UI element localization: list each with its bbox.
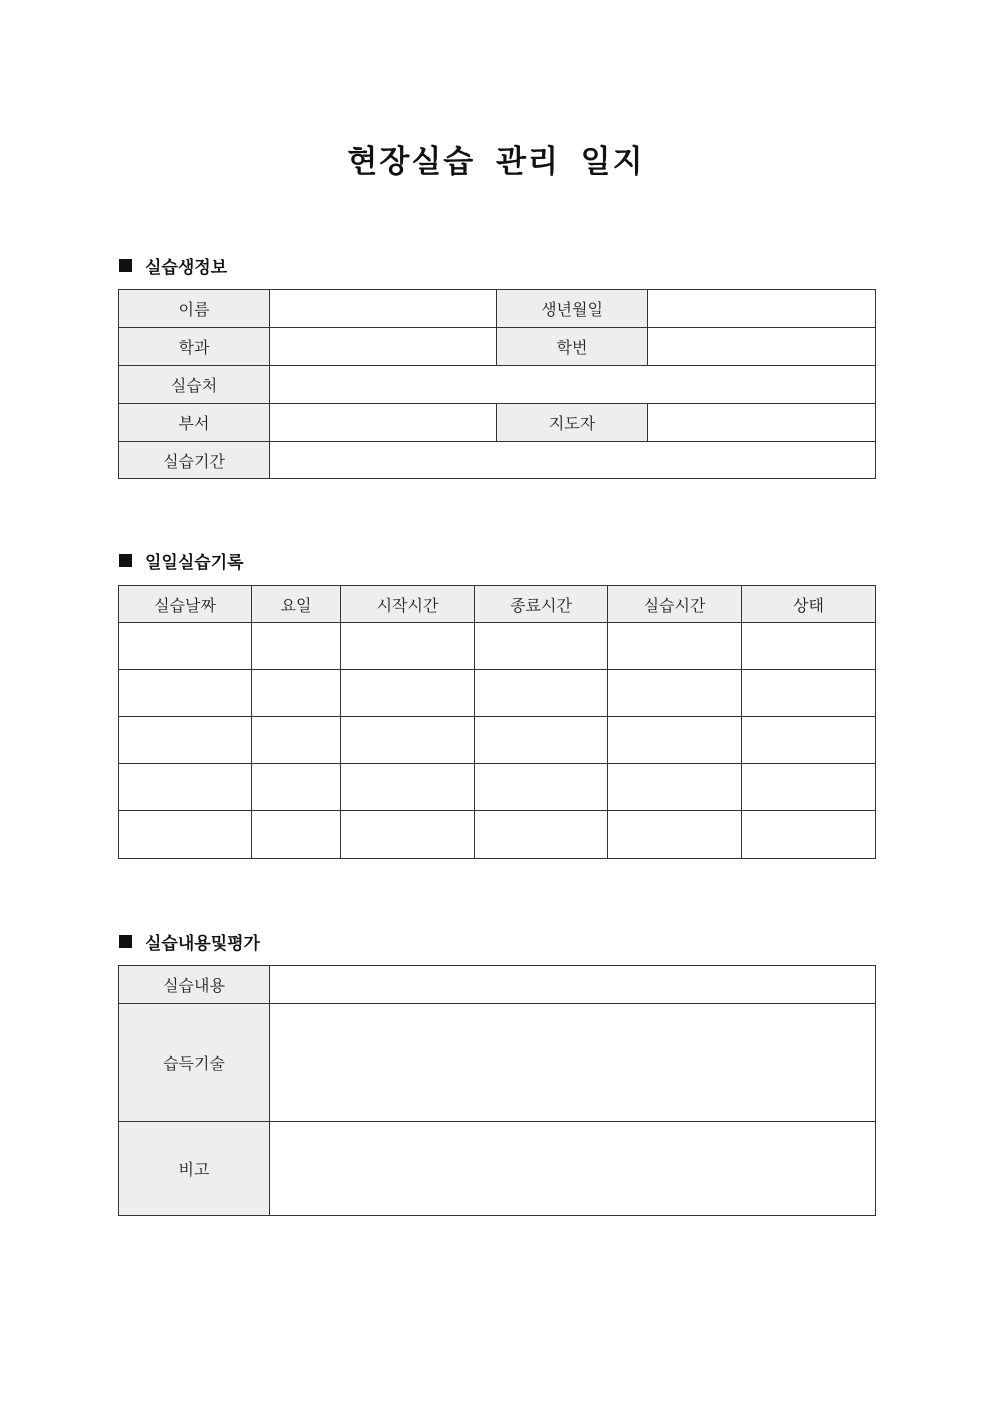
table-row — [119, 670, 876, 717]
table-row — [119, 717, 876, 764]
label-dept: 학과 — [119, 328, 270, 366]
column-header: 실습날짜 — [119, 586, 252, 623]
column-header: 종료시간 — [475, 586, 608, 623]
column-header: 상태 — [742, 586, 876, 623]
table-cell[interactable] — [119, 811, 252, 859]
supervisor-field[interactable] — [648, 404, 876, 442]
table-cell[interactable] — [341, 623, 475, 670]
table-row — [119, 764, 876, 811]
table-cell[interactable] — [742, 764, 876, 811]
label-content: 실습내용 — [119, 966, 270, 1004]
remarks-field[interactable] — [270, 1122, 876, 1216]
table-cell[interactable] — [341, 811, 475, 859]
label-birth: 생년월일 — [497, 290, 648, 328]
table-cell[interactable] — [608, 670, 742, 717]
table-cell[interactable] — [475, 811, 608, 859]
table-cell[interactable] — [341, 670, 475, 717]
table-cell[interactable] — [252, 811, 341, 859]
table-cell[interactable] — [119, 670, 252, 717]
table-cell[interactable] — [475, 670, 608, 717]
square-bullet-icon — [119, 935, 132, 948]
column-header: 요일 — [252, 586, 341, 623]
section-heading-daily-record — [119, 548, 244, 572]
birth-field[interactable] — [648, 290, 876, 328]
table-cell[interactable] — [341, 764, 475, 811]
label-site: 실습처 — [119, 366, 270, 404]
table-cell[interactable] — [608, 717, 742, 764]
column-header: 실습시간 — [608, 586, 742, 623]
page-title: 현장실습 관리 일지 — [347, 144, 645, 180]
table-cell[interactable] — [608, 623, 742, 670]
section-heading-content-eval — [119, 929, 260, 953]
table-cell[interactable] — [742, 670, 876, 717]
table-cell[interactable] — [252, 623, 341, 670]
table-cell[interactable] — [341, 717, 475, 764]
square-bullet-icon — [119, 554, 132, 567]
table-cell[interactable] — [608, 764, 742, 811]
content-eval-table — [118, 965, 876, 1216]
label-period: 실습기간 — [119, 442, 270, 479]
table-cell[interactable] — [475, 623, 608, 670]
label-student-id: 학번 — [497, 328, 648, 366]
name-field[interactable] — [270, 290, 497, 328]
table-cell[interactable] — [119, 717, 252, 764]
column-header: 시작시간 — [341, 586, 475, 623]
table-cell[interactable] — [608, 811, 742, 859]
square-bullet-icon — [119, 259, 132, 272]
period-field[interactable] — [270, 442, 876, 479]
table-cell[interactable] — [742, 623, 876, 670]
label-name: 이름 — [119, 290, 270, 328]
table-cell[interactable] — [742, 811, 876, 859]
table-row — [119, 623, 876, 670]
table-cell[interactable] — [252, 717, 341, 764]
label-remarks: 비고 — [119, 1122, 270, 1216]
table-row — [119, 811, 876, 859]
section-heading-label: 실습생정보 — [145, 257, 228, 278]
site-field[interactable] — [270, 366, 876, 404]
table-cell[interactable] — [742, 717, 876, 764]
table-cell[interactable] — [252, 764, 341, 811]
dept-field[interactable] — [270, 328, 497, 366]
skills-field[interactable] — [270, 1004, 876, 1122]
table-cell[interactable] — [475, 764, 608, 811]
label-division: 부서 — [119, 404, 270, 442]
daily-record-table — [118, 585, 876, 859]
content-field[interactable] — [270, 966, 876, 1004]
table-cell[interactable] — [119, 623, 252, 670]
table-cell[interactable] — [119, 764, 252, 811]
table-cell[interactable] — [252, 670, 341, 717]
table-cell[interactable] — [475, 717, 608, 764]
section-heading-label: 실습내용및평가 — [145, 933, 260, 954]
section-heading-label: 일일실습기록 — [145, 552, 244, 573]
section-heading-student-info — [119, 253, 227, 277]
label-supervisor: 지도자 — [497, 404, 648, 442]
division-field[interactable] — [270, 404, 497, 442]
label-skills: 습득기술 — [119, 1004, 270, 1122]
student-info-table — [118, 289, 876, 479]
student-id-field[interactable] — [648, 328, 876, 366]
